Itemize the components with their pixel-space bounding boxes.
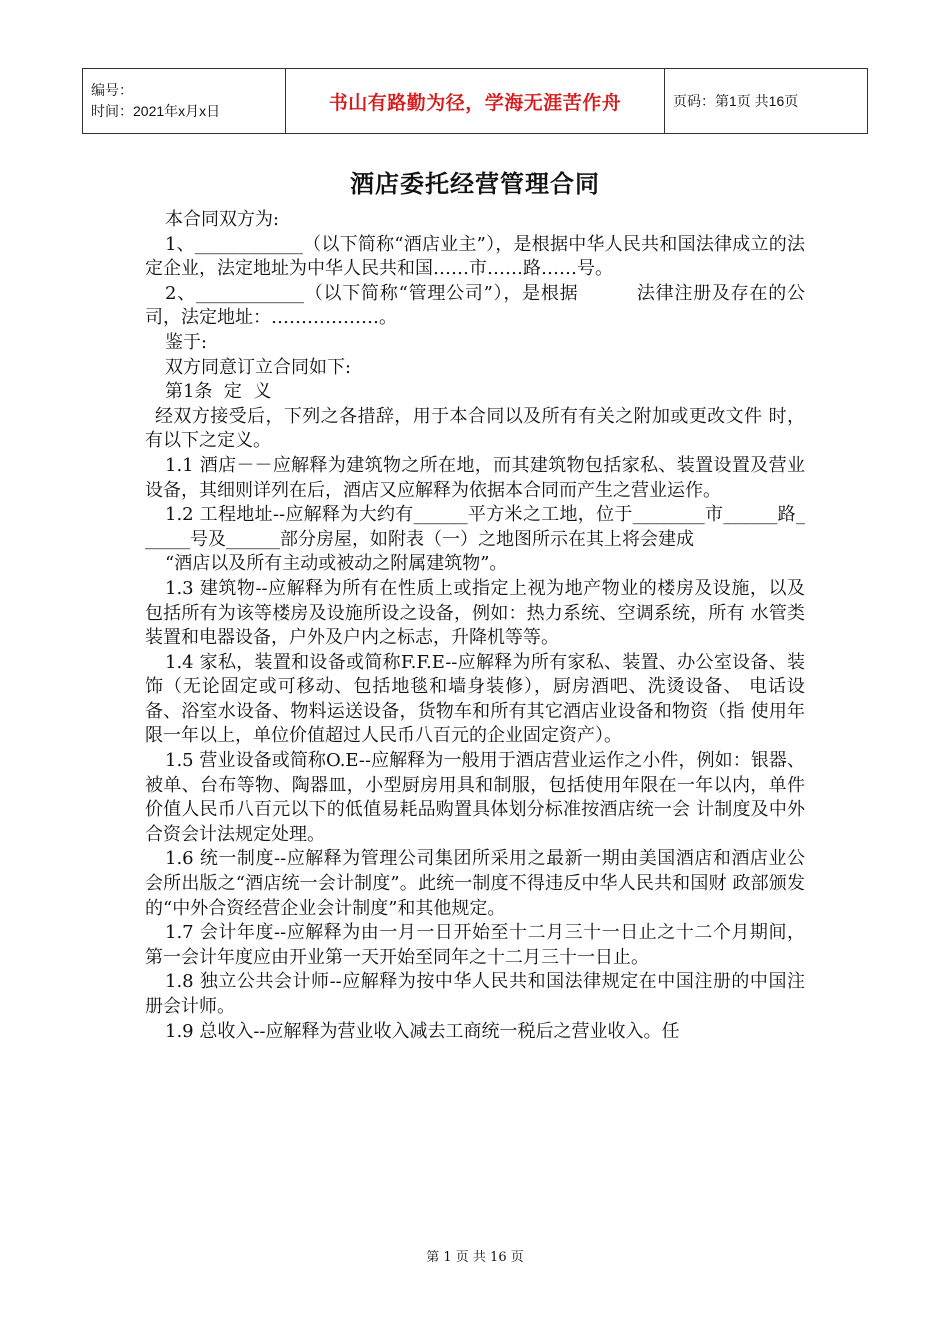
paragraph: 鉴于: bbox=[165, 331, 208, 353]
paragraph: 双方同意订立合同如下: bbox=[165, 356, 352, 378]
clause-1-5: 1.5 营业设备或简称O.E--应解释为一般用于酒店营业运作之小件，例如：银器、被单、台布等物、陶器皿，小型厨房用具和制服，包括使用年限在一年以内，单件价值人民币八百元以下的低值易耗品购置具体划分标准按酒店统一会 计制度及中外合资会计法规定处理。 bbox=[145, 750, 805, 845]
document-number-label: 编号： bbox=[91, 82, 133, 98]
header-table bbox=[82, 68, 868, 134]
section-heading: 第1条 定 义 bbox=[165, 381, 272, 403]
header-left-cell bbox=[83, 69, 286, 134]
header-motto: 书山有路勤为径，学海无涯苦作舟 bbox=[286, 69, 665, 134]
clause-1-6: 1.6 统一制度--应解释为管理公司集团所采用之最新一期由美国酒店和酒店业公会所出版之“酒店统一会计制度”。此统一制度不得违反中华人民共和国财 政部颁发的“中外合资经营企业会计制度”和其他规定。 bbox=[145, 848, 805, 919]
clause-1-4: 1.4 家私，装置和设备或简称F.F.E--应解释为所有家私、装置、办公室设备、装饰（无论固定或可移动、包括地毯和墙身装修），厨房酒吧、洗烫设备、 电话设备、浴室水设备、物料运送设备，货物车和所有其它酒店业设备和物资（指 使用年限一年以上，单位价值超过人民币八百元的企业固定资产）。 bbox=[145, 651, 805, 747]
header-page-label: 页码：第1页 共16页 bbox=[665, 69, 868, 134]
paragraph: 1、____________（以下简称“酒店业主”），是根据中华人民共和国法律成立的法定企业，法定地址为中华人民共和国……市……路……号。 bbox=[145, 233, 805, 280]
paragraph: 经双方接受后，下列之各措辞，用于本合同以及所有有关之附加或更改文件 时，有以下之定义。 bbox=[145, 405, 805, 452]
document-title: 酒店委托经营管理合同 bbox=[350, 169, 600, 198]
clause-1-8: 1.8 独立公共会计师--应解释为按中华人民共和国法律规定在中国注册的中国注册会计师。 bbox=[145, 971, 805, 1017]
paragraph: “酒店以及所有主动或被动之附属建筑物”。 bbox=[165, 553, 508, 575]
page-footer: 第 1 页 共 16 页 bbox=[426, 1250, 524, 1265]
paragraph: 2、____________（以下简称“管理公司”），是根据 法律注册及存在的公司，法定地址：………………。 bbox=[145, 282, 805, 329]
document-body bbox=[145, 208, 805, 1044]
clause-1-3: 1.3 建筑物--应解释为所有在性质上或指定上视为地产物业的楼房及设施，以及包括所有为该等楼房及设施所设之设备，例如：热力系统、空调系统，所有 水管类装置和电器设备，户外及户内之标志，升降机等等。 bbox=[145, 577, 805, 649]
clause-1-7: 1.7 会计年度--应解释为由一月一日开始至十二月三十一日止之十二个月期间，第一会计年度应由开业第一天开始至同年之十二月三十一日止。 bbox=[145, 922, 805, 968]
clause-1-2: 1.2 工程地址--应解释为大约有______平方米之工地，位于________市______路______号及______部分房屋，如附表（一）之地图所示在其上将会建成 bbox=[145, 504, 805, 550]
document-date-label: 时间：2021年x月x日 bbox=[91, 103, 221, 119]
clause-1-1: 1.1 酒店－－应解释为建筑物之所在地，而其建筑物包括家私、装置设置及营业设备，其细则详列在后，酒店又应解释为依据本合同而产生之营业运作。 bbox=[145, 454, 805, 501]
paragraph: 本合同双方为: bbox=[165, 209, 280, 230]
clause-1-9: 1.9 总收入--应解释为营业收入减去工商统一税后之营业收入。任 bbox=[165, 1020, 680, 1042]
